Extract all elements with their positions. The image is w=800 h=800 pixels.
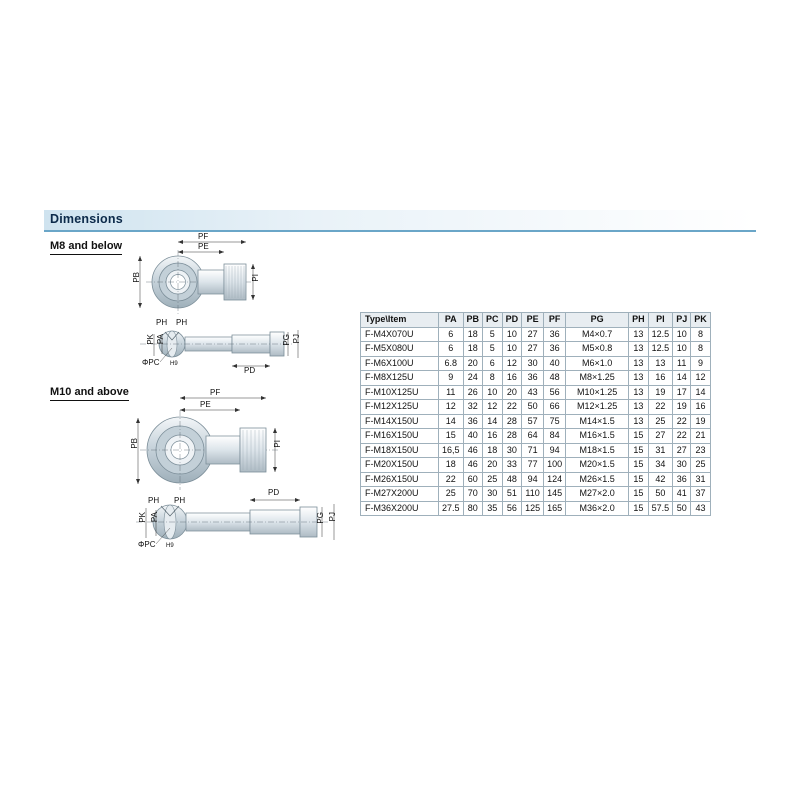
cell-pf: 84: [544, 429, 566, 444]
dim-label-pd: PD: [268, 488, 280, 497]
cell-pj: 50: [673, 501, 691, 516]
cell-pf: 36: [544, 342, 566, 357]
cell-pc: 35: [483, 501, 503, 516]
cell-pa: 22: [439, 472, 464, 487]
cell-pd: 30: [502, 443, 522, 458]
cell-pb: 24: [463, 371, 483, 386]
cell-type: F-M16X150U: [361, 429, 439, 444]
cell-type: F-M20X150U: [361, 458, 439, 473]
cell-pg: M5×0.8: [566, 342, 629, 357]
cell-pc: 30: [483, 487, 503, 502]
cell-pd: 10: [502, 327, 522, 342]
cell-pi: 13: [648, 356, 673, 371]
cell-pj: 27: [673, 443, 691, 458]
cell-pk: 16: [691, 400, 711, 415]
dim-label-ph-left: PH: [148, 496, 160, 505]
cell-pj: 30: [673, 458, 691, 473]
cell-pk: 43: [691, 501, 711, 516]
cell-pe: 94: [522, 472, 544, 487]
column-header-ph: PH: [629, 313, 649, 328]
cell-pe: 27: [522, 327, 544, 342]
table-row: [361, 443, 711, 458]
drawing-m8-svg: [120, 236, 350, 376]
cell-pi: 42: [648, 472, 673, 487]
drawing-m10-svg: [100, 392, 390, 562]
cell-pk: 23: [691, 443, 711, 458]
column-header-pd: PD: [502, 313, 522, 328]
cell-pb: 20: [463, 356, 483, 371]
cell-ph: 13: [629, 371, 649, 386]
cell-type: F-M5X080U: [361, 342, 439, 357]
cell-pa: 15: [439, 429, 464, 444]
cell-pc: 12: [483, 400, 503, 415]
dim-label-pi: PI: [251, 274, 260, 282]
cell-pc: 5: [483, 342, 503, 357]
column-header-pa: PA: [439, 313, 464, 328]
cell-pd: 56: [502, 501, 522, 516]
cell-pi: 57.5: [648, 501, 673, 516]
column-header-pj: PJ: [673, 313, 691, 328]
cell-pi: 50: [648, 487, 673, 502]
cell-pa: 18: [439, 458, 464, 473]
cell-pe: 64: [522, 429, 544, 444]
cell-pi: 12.5: [648, 327, 673, 342]
subsection-underline: [50, 254, 122, 255]
dim-label-pg: PG: [316, 512, 325, 524]
cell-pc: 14: [483, 414, 503, 429]
column-header-pb: PB: [463, 313, 483, 328]
cell-pk: 14: [691, 385, 711, 400]
dim-label-pe: PE: [200, 400, 211, 409]
cell-pb: 26: [463, 385, 483, 400]
cell-pk: 8: [691, 327, 711, 342]
cell-ph: 13: [629, 327, 649, 342]
dim-label-pe: PE: [198, 242, 209, 251]
cell-ph: 15: [629, 501, 649, 516]
cell-pk: 37: [691, 487, 711, 502]
cell-pi: 22: [648, 400, 673, 415]
cell-pb: 46: [463, 458, 483, 473]
cell-pb: 46: [463, 443, 483, 458]
cell-pg: M27×2.0: [566, 487, 629, 502]
table-row: [361, 414, 711, 429]
cell-pg: M20×1.5: [566, 458, 629, 473]
dim-label-pk: PK: [138, 512, 147, 523]
dim-label-pj: PJ: [292, 334, 301, 344]
cell-pj: 22: [673, 429, 691, 444]
section-header: [44, 210, 756, 232]
dimensions-table: [360, 312, 711, 516]
cell-ph: 15: [629, 458, 649, 473]
cell-ph: 13: [629, 400, 649, 415]
dim-label-ph-right: PH: [176, 318, 188, 327]
section-title: Dimensions: [50, 212, 123, 226]
dim-label-pa: PA: [150, 512, 159, 523]
cell-type: F-M27X200U: [361, 487, 439, 502]
drawing-m8-and-below: [120, 232, 350, 376]
cell-pj: 19: [673, 400, 691, 415]
cell-pe: 71: [522, 443, 544, 458]
cell-pd: 22: [502, 400, 522, 415]
cell-pj: 14: [673, 371, 691, 386]
cell-pf: 40: [544, 356, 566, 371]
cell-ph: 13: [629, 385, 649, 400]
cell-pc: 5: [483, 327, 503, 342]
table-row: [361, 501, 711, 516]
cell-pk: 31: [691, 472, 711, 487]
cell-pe: 27: [522, 342, 544, 357]
cell-pe: 125: [522, 501, 544, 516]
cell-type: F-M14X150U: [361, 414, 439, 429]
cell-pf: 145: [544, 487, 566, 502]
table-row: [361, 356, 711, 371]
cell-pg: M36×2.0: [566, 501, 629, 516]
cell-pa: 9: [439, 371, 464, 386]
cell-pg: M6×1.0: [566, 356, 629, 371]
cell-pf: 124: [544, 472, 566, 487]
cell-pe: 57: [522, 414, 544, 429]
dim-label-pb: PB: [132, 272, 141, 283]
cell-type: F-M36X200U: [361, 501, 439, 516]
cell-pj: 10: [673, 342, 691, 357]
cell-pa: 27.5: [439, 501, 464, 516]
cell-pb: 70: [463, 487, 483, 502]
cell-pa: 6: [439, 342, 464, 357]
cell-pb: 40: [463, 429, 483, 444]
dim-label-ph-right: PH: [174, 496, 186, 505]
cell-type: F-M10X125U: [361, 385, 439, 400]
cell-pk: 12: [691, 371, 711, 386]
cell-type: F-M18X150U: [361, 443, 439, 458]
dim-label-pf: PF: [210, 388, 221, 397]
column-header-pk: PK: [691, 313, 711, 328]
table-row: [361, 487, 711, 502]
cell-pb: 32: [463, 400, 483, 415]
cell-pd: 33: [502, 458, 522, 473]
dim-label-pf: PF: [198, 232, 209, 241]
cell-pk: 21: [691, 429, 711, 444]
column-header-type: Type\Item: [361, 313, 439, 328]
cell-pj: 36: [673, 472, 691, 487]
cell-pi: 27: [648, 429, 673, 444]
cell-pc: 25: [483, 472, 503, 487]
cell-pi: 12.5: [648, 342, 673, 357]
cell-pj: 41: [673, 487, 691, 502]
column-header-pi: PI: [648, 313, 673, 328]
cell-pk: 8: [691, 342, 711, 357]
cell-ph: 13: [629, 356, 649, 371]
cell-pf: 165: [544, 501, 566, 516]
cell-pi: 19: [648, 385, 673, 400]
cell-pa: 14: [439, 414, 464, 429]
cell-pd: 10: [502, 342, 522, 357]
cell-type: F-M12X125U: [361, 400, 439, 415]
column-header-pf: PF: [544, 313, 566, 328]
subsection-label-m8-and-below: [50, 240, 122, 255]
cell-pe: 30: [522, 356, 544, 371]
table-row: [361, 472, 711, 487]
cell-pg: M18×1.5: [566, 443, 629, 458]
column-header-pc: PC: [483, 313, 503, 328]
section-header-rule: [44, 230, 756, 232]
cell-pg: M12×1.25: [566, 400, 629, 415]
table-row: [361, 371, 711, 386]
cell-pc: 6: [483, 356, 503, 371]
dim-label-pc-tolerance: H9: [170, 361, 178, 367]
cell-ph: 15: [629, 472, 649, 487]
cell-pb: 36: [463, 414, 483, 429]
cell-pd: 28: [502, 429, 522, 444]
cell-pf: 56: [544, 385, 566, 400]
cell-pi: 31: [648, 443, 673, 458]
dim-label-pk: PK: [146, 334, 155, 345]
section-header-bar: [44, 210, 756, 230]
cell-ph: 15: [629, 443, 649, 458]
cell-type: F-M26X150U: [361, 472, 439, 487]
cell-pj: 10: [673, 327, 691, 342]
subsection-text: M10 and above: [50, 386, 129, 398]
dim-label-pg: PG: [282, 334, 291, 346]
table-row: [361, 385, 711, 400]
cell-ph: 13: [629, 342, 649, 357]
cell-pe: 36: [522, 371, 544, 386]
table-row: [361, 400, 711, 415]
cell-pd: 48: [502, 472, 522, 487]
cell-pb: 80: [463, 501, 483, 516]
cell-pb: 18: [463, 327, 483, 342]
cell-pb: 60: [463, 472, 483, 487]
cell-pd: 16: [502, 371, 522, 386]
dim-label-pb: PB: [130, 438, 139, 449]
cell-pc: 18: [483, 443, 503, 458]
cell-pf: 48: [544, 371, 566, 386]
cell-pa: 11: [439, 385, 464, 400]
cell-pd: 51: [502, 487, 522, 502]
cell-type: F-M8X125U: [361, 371, 439, 386]
cell-pe: 77: [522, 458, 544, 473]
table-head: [361, 313, 711, 328]
cell-pg: M4×0.7: [566, 327, 629, 342]
cell-pi: 16: [648, 371, 673, 386]
cell-pg: M10×1.25: [566, 385, 629, 400]
cell-pg: M8×1.25: [566, 371, 629, 386]
table-row: [361, 327, 711, 342]
dim-label-pi: PI: [273, 440, 282, 448]
cell-pf: 66: [544, 400, 566, 415]
column-header-pg: PG: [566, 313, 629, 328]
column-header-pe: PE: [522, 313, 544, 328]
subsection-text: M8 and below: [50, 240, 123, 252]
cell-pj: 11: [673, 356, 691, 371]
cell-pg: M14×1.5: [566, 414, 629, 429]
cell-pk: 9: [691, 356, 711, 371]
cell-type: F-M6X100U: [361, 356, 439, 371]
cell-pk: 19: [691, 414, 711, 429]
dim-label-pc-tolerance: H9: [166, 543, 174, 549]
cell-pa: 25: [439, 487, 464, 502]
cell-pe: 50: [522, 400, 544, 415]
dim-label-phi-pc: ΦPC: [138, 540, 156, 549]
table-row: [361, 342, 711, 357]
cell-pj: 17: [673, 385, 691, 400]
cell-ph: 15: [629, 487, 649, 502]
table-row: [361, 458, 711, 473]
cell-pf: 36: [544, 327, 566, 342]
cell-pe: 110: [522, 487, 544, 502]
cell-pc: 10: [483, 385, 503, 400]
cell-pj: 22: [673, 414, 691, 429]
cell-pa: 12: [439, 400, 464, 415]
cell-pc: 8: [483, 371, 503, 386]
cell-ph: 15: [629, 429, 649, 444]
cell-pe: 43: [522, 385, 544, 400]
dim-label-pj: PJ: [328, 512, 337, 522]
cell-pi: 34: [648, 458, 673, 473]
cell-pf: 94: [544, 443, 566, 458]
cell-pa: 16,5: [439, 443, 464, 458]
table-header-row: [361, 313, 711, 328]
cell-ph: 13: [629, 414, 649, 429]
dim-label-pa: PA: [156, 334, 165, 345]
cell-pi: 25: [648, 414, 673, 429]
dim-label-phi-pc: ΦPC: [142, 358, 160, 367]
cell-pk: 25: [691, 458, 711, 473]
cell-pd: 28: [502, 414, 522, 429]
cell-pc: 16: [483, 429, 503, 444]
cell-pa: 6: [439, 327, 464, 342]
drawing-m10-and-above: [100, 388, 390, 562]
table-body: [361, 327, 711, 516]
cell-pd: 20: [502, 385, 522, 400]
dim-label-ph-left: PH: [156, 318, 168, 327]
cell-type: F-M4X070U: [361, 327, 439, 342]
dim-label-pd: PD: [244, 366, 256, 375]
cell-pa: 6.8: [439, 356, 464, 371]
cell-pb: 18: [463, 342, 483, 357]
cell-pf: 75: [544, 414, 566, 429]
cell-pf: 100: [544, 458, 566, 473]
table-row: [361, 429, 711, 444]
cell-pd: 12: [502, 356, 522, 371]
cell-pg: M26×1.5: [566, 472, 629, 487]
cell-pc: 20: [483, 458, 503, 473]
cell-pg: M16×1.5: [566, 429, 629, 444]
